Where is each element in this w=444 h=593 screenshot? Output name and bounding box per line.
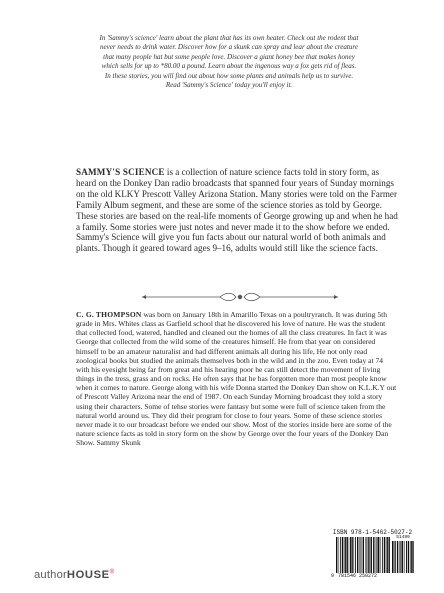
description-body: is a collection of nature science facts told in story form, as heard on the Donkey Dan radio broadcasts that spanned four years of Sunday mornings on the old KLKY Prescott Valley Arizona Station. Many stories were told on the Farmer Family Album segment, and these are some of the science stories as told by George. These stories are based on the real-life moments of George growing up and when he had a family. Some stories were just notes and never made it to the show before we ended. Sammy's Science will give you fun facts about our natural world of both animals and plants. Though it geared toward ages 9–16, adults would still like the science facts. <box>76 167 398 254</box>
barcode-lead-digit: 9 <box>331 573 335 579</box>
barcode-bar <box>384 537 385 573</box>
barcode-bar <box>387 537 388 573</box>
sammys-science-description <box>76 167 398 254</box>
barcode-bar <box>368 537 369 573</box>
barcode-main-digits: 781546 250272 <box>338 573 378 579</box>
barcode-bar <box>394 541 395 573</box>
barcode-bar <box>336 537 337 573</box>
logo-registered-mark: ® <box>109 569 115 576</box>
barcode-bar <box>344 537 345 573</box>
barcode-bar <box>386 537 387 573</box>
barcode-bar <box>345 537 346 573</box>
barcode-bar <box>402 541 403 573</box>
barcode-addon-bars-icon <box>392 541 414 573</box>
barcode-bar <box>377 537 378 573</box>
ornament-divider-icon <box>140 292 340 302</box>
barcode-bar <box>359 537 360 573</box>
barcode-bar <box>395 541 396 573</box>
isbn-number: ISBN 978-1-5462-5027-2 <box>332 529 413 536</box>
barcode-bar <box>353 537 354 573</box>
barcode-bar <box>404 541 405 573</box>
barcode-bar <box>342 537 343 573</box>
barcode-bar <box>363 537 364 573</box>
logo-house: HOUSE <box>66 569 110 581</box>
barcode-bars-icon <box>336 537 390 573</box>
barcode-bar <box>378 537 379 573</box>
barcode-bar <box>397 541 398 573</box>
barcode-bar <box>370 537 371 573</box>
barcode-bar <box>399 541 400 573</box>
author-bio <box>76 310 398 447</box>
blurb-text: In 'Sammy's science' learn about the plant that has its own heater. Check out the rodent that never needs to drink water. Discover how for a skunk can spray and lear about the creature that many people hat but some people love. Discover a giant honey bee that makes honey which sells for up to *80.00 a pound. Learn about the ingenous way a fox gets rid of fleas. In these stories, you will find out about how some plants and animals help us to survive. Read 'Sammy's Science' today you'll enjoy it. <box>99 34 359 90</box>
book-title-lead: SAMMY'S SCIENCE <box>76 167 165 177</box>
barcode-bar <box>339 537 340 573</box>
barcode-bar <box>412 541 413 573</box>
barcode-bar <box>365 537 366 573</box>
barcode-bar <box>355 537 356 573</box>
publisher-logo <box>34 569 114 581</box>
barcode-bar <box>410 541 411 573</box>
barcode-bar <box>351 537 352 573</box>
barcode-bar <box>389 537 390 573</box>
barcode-bar <box>340 537 341 573</box>
author-bio-body: was born on January 18th in Amarillo Texas on a poultryranch. It was during 5th grade in Mrs. Whites class as Garfield school that he discovered his love of nature. He was the student that collected food, watered, handled and cleaned out the homes of all the class creatures. In fact it was George that collected from the wild some of the creatures himself. He from that year on considered himself to be an amateur naturalist and had different animals all during his life, He not only read zoological books but studied the animals themselves both in the wild and in the zoo. Even today at 74 with his eyesight being far from great and his hearing poor he can still detect the movement of living things in the tress, grass and on rocks. He often says that he has forgotten more than most people know when it comes to nature. George along with his wife Donna started the Donkey Dan show on K.L.K.Y out of Prescott Valley Arizona near the end of 1987. On each Sunday Morning broadcast they told a story using their characters. Some of tehse stories were fantasy but some were full of science taken from the natural world around us. They did their program for close to four years. Some of these science stories never made it to our broadcast before we ended our show. Most of the stories inside here are some of the nature science facts as told in story form on the show by George over the four years of the Donkey Dan Show. Sammy Skunk <box>76 310 397 448</box>
barcode-bar <box>357 537 358 573</box>
barcode-bar <box>349 537 350 573</box>
barcode-bar <box>381 537 382 573</box>
barcode-addon-digits: 51499 <box>396 535 410 540</box>
author-name-lead: C. G. THOMPSON <box>76 310 142 319</box>
barcode-bar <box>361 537 362 573</box>
barcode-bar <box>371 537 372 573</box>
barcode-bar <box>411 541 412 573</box>
barcode-bar <box>347 537 348 573</box>
barcode-bar <box>392 541 393 573</box>
barcode-bar <box>373 537 374 573</box>
barcode-bar <box>408 541 409 573</box>
barcode-bar <box>366 537 367 573</box>
logo-author: author <box>34 569 67 581</box>
isbn-barcode <box>331 529 414 581</box>
barcode-bar <box>382 537 383 573</box>
barcode-bar <box>400 541 401 573</box>
barcode-bar <box>376 537 377 573</box>
barcode-bar <box>350 537 351 573</box>
barcode-bar <box>406 541 407 573</box>
